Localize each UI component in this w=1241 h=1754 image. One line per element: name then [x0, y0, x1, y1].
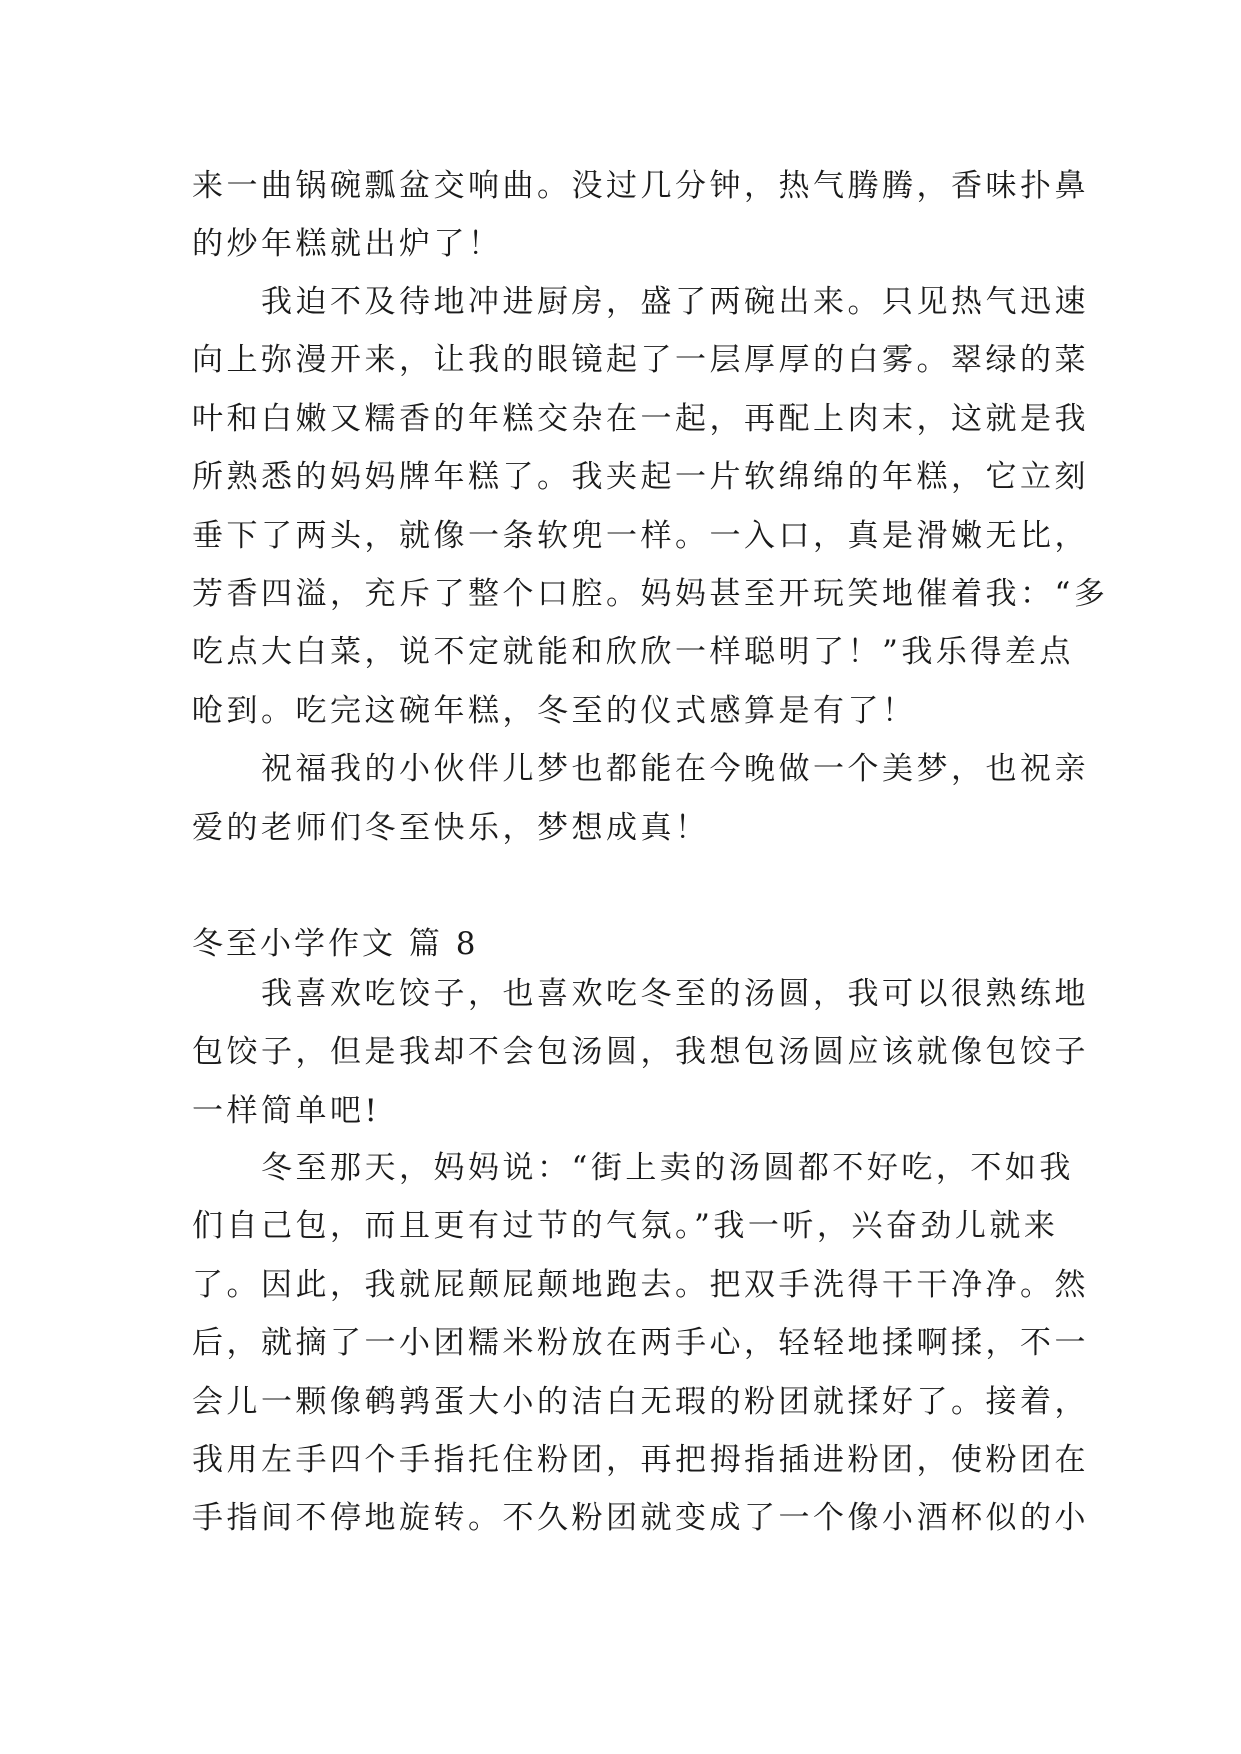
section-title: 冬至小学作文 篇 8	[192, 926, 479, 962]
paragraph-line: 冬至那天，妈妈说：“街上卖的汤圆都不好吃，不如我	[192, 1150, 1074, 1186]
paragraph-line: 爱的老师们冬至快乐，梦想成真！	[192, 809, 710, 846]
paragraph-1	[192, 273, 1109, 857]
paragraph-line: 包饺子，但是我却不会包汤圆，我想包汤圆应该就像包饺子	[192, 1034, 1089, 1071]
paragraph-line: 们自己包，而且更有过节的气氛。”我一听，兴奋劲儿就来	[192, 1208, 1059, 1245]
paragraph-line: 我用左手四个手指托住粉团，再把拇指插进粉团，使粉团在	[192, 1441, 1089, 1478]
paragraph-line: 我迫不及待地冲进厨房，盛了两碗出来。只见热气迅速	[192, 284, 1089, 320]
paragraph-line: 垂下了两头，就像一条软兜一样。一入口，真是滑嫩无比，	[192, 517, 1089, 554]
paragraph-line: 向上弥漫开来，让我的眼镜起了一层厚厚的白雾。翠绿的菜	[192, 342, 1089, 379]
paragraph-line: 的炒年糕就出炉了！	[192, 226, 503, 263]
paragraph-line: 叶和白嫩又糯香的年糕交杂在一起，再配上肉末，这就是我	[192, 400, 1089, 437]
paragraph-line: 手指间不停地旋转。不久粉团就变成了一个像小酒杯似的小	[192, 1500, 1089, 1537]
paragraph-line: 芳香四溢，充斥了整个口腔。妈妈甚至开玩笑地催着我：“多	[192, 575, 1109, 612]
paragraph-line: 我喜欢吃饺子，也喜欢吃冬至的汤圆，我可以很熟练地	[192, 976, 1089, 1012]
paragraph-line: 呛到。吃完这碗年糕，冬至的仪式感算是有了！	[192, 692, 917, 729]
paragraph-4	[192, 1139, 1089, 1548]
paragraph-line: 所熟悉的妈妈牌年糕了。我夹起一片软绵绵的年糕，它立刻	[192, 459, 1089, 496]
continuation-paragraph	[192, 157, 1089, 274]
paragraph-line: 吃点大白菜，说不定就能和欣欣一样聪明了！”我乐得差点	[192, 634, 1074, 671]
paragraph-3	[192, 965, 1089, 1140]
paragraph-line: 来一曲锅碗瓢盆交响曲。没过几分钟，热气腾腾，香味扑鼻	[192, 168, 1089, 204]
paragraph-line: 了。因此，我就屁颠屁颠地跑去。把双手洗得干干净净。然	[192, 1266, 1089, 1303]
paragraph-line: 会儿一颗像鹌鹑蛋大小的洁白无瑕的粉团就揉好了。接着，	[192, 1383, 1089, 1420]
paragraph-line: 后，就摘了一小团糯米粉放在两手心，轻轻地揉啊揉，不一	[192, 1325, 1089, 1362]
paragraph-line: 祝福我的小伙伴儿梦也都能在今晚做一个美梦，也祝亲	[192, 751, 1089, 788]
paragraph-line: 一样简单吧!	[192, 1092, 381, 1129]
